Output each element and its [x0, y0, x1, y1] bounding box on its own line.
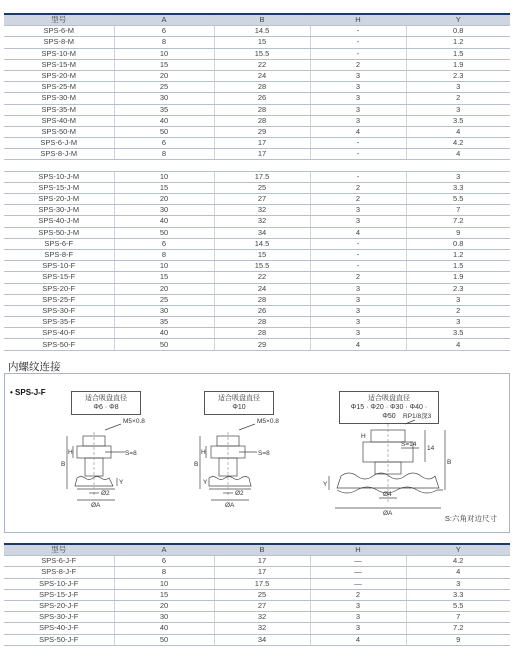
table-row	[4, 567, 510, 578]
table-cell: 35	[114, 317, 214, 328]
table-cell: 8	[114, 249, 214, 260]
selector-2-line1: 适合吸盘直径	[218, 395, 260, 402]
d3-s-label: S=14	[401, 441, 417, 448]
column-header: H	[310, 544, 406, 556]
table-cell: 6	[114, 238, 214, 249]
table-cell: 0.8	[406, 26, 510, 37]
table-cell: SPS-50-J-M	[4, 227, 114, 238]
d1-thread-label: M5×0.8	[123, 418, 145, 425]
table-row	[4, 578, 510, 589]
table-cell: SPS-6-J-F	[4, 556, 114, 567]
table-cell: SPS-25-M	[4, 82, 114, 93]
table-cell: 3	[310, 205, 406, 216]
table-cell: 0.8	[406, 238, 510, 249]
table-cell: 22	[214, 59, 310, 70]
table-cell: 4	[406, 126, 510, 137]
table-cell: 20	[114, 70, 214, 81]
table-row	[4, 182, 510, 193]
table-cell: 4	[310, 126, 406, 137]
table-cell: 15	[114, 589, 214, 600]
table-cell: 15	[214, 37, 310, 48]
d1-da-label: ØA	[91, 502, 101, 509]
spec-table-bottom	[4, 543, 510, 646]
table-cell: 8	[114, 37, 214, 48]
table-row	[4, 294, 510, 305]
table-cell: 30	[114, 305, 214, 316]
table-cell: 9	[406, 634, 510, 645]
table-cell: -	[310, 48, 406, 59]
table-cell: 30	[114, 205, 214, 216]
table-cell: 7	[406, 205, 510, 216]
table-cell: 40	[114, 623, 214, 634]
table-cell: 7	[406, 612, 510, 623]
table-cell: 4	[310, 634, 406, 645]
table-cell: 4	[406, 149, 510, 160]
table-cell: 3	[310, 104, 406, 115]
table-cell: 32	[214, 216, 310, 227]
d1-h-label: H	[68, 449, 73, 456]
table-row	[4, 194, 510, 205]
table-cell: SPS-8-F	[4, 249, 114, 260]
table-cell: 2.3	[406, 70, 510, 81]
table-cell: 20	[114, 283, 214, 294]
drawing-sps-6-8	[61, 418, 145, 509]
table-cell: 7.2	[406, 216, 510, 227]
table-cell: SPS-20-M	[4, 70, 114, 81]
table-cell: 24	[214, 283, 310, 294]
table-cell: 1.9	[406, 272, 510, 283]
table-cell: 4.2	[406, 138, 510, 149]
group-separator	[4, 160, 510, 171]
table-cell: 27	[214, 600, 310, 611]
top-spec-table	[0, 13, 510, 351]
table-row	[4, 93, 510, 104]
table-cell: 32	[214, 623, 310, 634]
drawing-sps-15-50	[323, 412, 451, 517]
table-cell: 25	[214, 182, 310, 193]
column-header: A	[114, 544, 214, 556]
d2-h-label: H	[201, 449, 206, 456]
technical-drawings	[5, 374, 509, 532]
table-cell: 4.2	[406, 556, 510, 567]
section-title: 内螺纹连接	[8, 361, 61, 373]
table-cell: 3	[310, 115, 406, 126]
table-header-row	[4, 14, 510, 26]
table-row	[4, 249, 510, 260]
table-cell: 1.5	[406, 48, 510, 59]
table-cell: 34	[214, 634, 310, 645]
table-cell: —	[310, 578, 406, 589]
table-cell: 2	[310, 59, 406, 70]
table-cell: 27	[214, 194, 310, 205]
table-cell: -	[310, 238, 406, 249]
table-cell: SPS-6-M	[4, 26, 114, 37]
table-cell: 10	[114, 261, 214, 272]
column-header: 型号	[4, 544, 114, 556]
table-cell: 24	[214, 70, 310, 81]
table-cell: 1.9	[406, 59, 510, 70]
table-cell: SPS-6-F	[4, 238, 114, 249]
table-cell: 32	[214, 612, 310, 623]
table-cell: 50	[114, 339, 214, 350]
table-row	[4, 82, 510, 93]
table-cell: -	[310, 26, 406, 37]
table-cell: 28	[214, 328, 310, 339]
table-cell: 15.5	[214, 48, 310, 59]
table-cell: 30	[114, 93, 214, 104]
table-cell: 2	[310, 272, 406, 283]
table-cell: 5.5	[406, 194, 510, 205]
table-cell: SPS-30-J-F	[4, 612, 114, 623]
table-cell: -	[310, 249, 406, 260]
table-cell: SPS-35-M	[4, 104, 114, 115]
table-cell: SPS-20-J-M	[4, 194, 114, 205]
table-cell: 28	[214, 115, 310, 126]
table-cell: 32	[214, 205, 310, 216]
table-cell: 50	[114, 634, 214, 645]
table-cell: 7.2	[406, 623, 510, 634]
table-cell: 25	[114, 82, 214, 93]
table-row	[4, 227, 510, 238]
table-cell: 15	[114, 59, 214, 70]
table-cell: 28	[214, 317, 310, 328]
table-cell: SPS-40-J-F	[4, 623, 114, 634]
spec-table-top	[4, 13, 510, 351]
table-cell: 2	[310, 182, 406, 193]
table-cell: SPS-40-F	[4, 328, 114, 339]
table-cell: 2	[310, 589, 406, 600]
table-cell: 28	[214, 294, 310, 305]
table-cell: 3	[310, 600, 406, 611]
table-cell: SPS-20-J-F	[4, 600, 114, 611]
table-cell: 3	[310, 623, 406, 634]
table-cell: SPS-50-M	[4, 126, 114, 137]
table-cell: 10	[114, 48, 214, 59]
table-cell: 14.5	[214, 238, 310, 249]
table-row	[4, 171, 510, 182]
table-cell: 30	[114, 612, 214, 623]
table-cell: SPS-15-J-F	[4, 589, 114, 600]
table-row	[4, 37, 510, 48]
table-header-row	[4, 544, 510, 556]
table-cell: SPS-40-J-M	[4, 216, 114, 227]
table-cell: 3	[310, 82, 406, 93]
table-cell: 15	[214, 249, 310, 260]
table-cell: —	[310, 567, 406, 578]
table-cell: 9	[406, 227, 510, 238]
table-cell: SPS-50-J-F	[4, 634, 114, 645]
column-header: Y	[406, 544, 510, 556]
table-cell: 15	[114, 272, 214, 283]
table-cell: SPS-8-J-F	[4, 567, 114, 578]
d2-thread-label: M5×0.8	[257, 418, 279, 425]
d3-d2-label: Ø4	[383, 491, 392, 498]
d3-thread-label: RP1/8深3	[403, 413, 432, 420]
table-cell: 40	[114, 216, 214, 227]
selector-1-line1: 适合吸盘直径	[85, 395, 127, 402]
d3-b-label: B	[447, 459, 452, 466]
table-cell: 3	[310, 328, 406, 339]
d2-b-label: B	[194, 461, 199, 468]
table-cell: 40	[114, 328, 214, 339]
table-row	[4, 589, 510, 600]
d3-da-label: ØA	[383, 510, 393, 517]
table-cell: 3	[310, 70, 406, 81]
table-cell: SPS-15-F	[4, 272, 114, 283]
table-cell: -	[310, 138, 406, 149]
table-cell: 2	[406, 93, 510, 104]
table-cell: -	[310, 261, 406, 272]
column-header: A	[114, 14, 214, 26]
d1-b-label: B	[61, 461, 66, 468]
table-cell: 3.3	[406, 182, 510, 193]
table-cell: 3	[310, 216, 406, 227]
column-header: B	[214, 14, 310, 26]
table-cell: 3	[406, 578, 510, 589]
table-cell: 3	[406, 294, 510, 305]
table-cell: 29	[214, 126, 310, 137]
table-cell: 29	[214, 339, 310, 350]
table-cell: 3	[310, 317, 406, 328]
drawing-sps-10	[194, 418, 279, 509]
table-cell: 2	[310, 194, 406, 205]
table-cell: -	[310, 149, 406, 160]
table-cell: 4	[310, 227, 406, 238]
table-cell: 3	[406, 104, 510, 115]
table-cell: 6	[114, 26, 214, 37]
hex-note: S:六角对边尺寸	[444, 514, 497, 523]
d1-d2-label: Ø2	[101, 490, 110, 497]
table-row	[4, 26, 510, 37]
selector-1-line2: Φ6 · Φ8	[93, 404, 119, 411]
table-cell: 4	[406, 339, 510, 350]
table-cell: 3	[310, 93, 406, 104]
table-cell: 17	[214, 556, 310, 567]
table-cell: 3.3	[406, 589, 510, 600]
table-row	[4, 70, 510, 81]
selector-2-line2: Φ10	[232, 404, 246, 411]
table-cell: SPS-25-F	[4, 294, 114, 305]
table-row	[4, 556, 510, 567]
table-cell: SPS-6-J-M	[4, 138, 114, 149]
table-cell: 2	[406, 305, 510, 316]
d1-s-label: S=8	[125, 450, 137, 457]
d1-y-label: Y	[119, 479, 124, 486]
table-cell: SPS-8-M	[4, 37, 114, 48]
table-row	[4, 623, 510, 634]
d3-y-label: Y	[323, 481, 328, 488]
table-cell: 50	[114, 126, 214, 137]
table-cell: SPS-40-M	[4, 115, 114, 126]
table-cell: 20	[114, 194, 214, 205]
table-row	[4, 216, 510, 227]
table-cell: 3	[310, 305, 406, 316]
table-row	[4, 149, 510, 160]
table-cell: SPS-30-M	[4, 93, 114, 104]
table-row	[4, 115, 510, 126]
table-cell: SPS-35-F	[4, 317, 114, 328]
column-header: B	[214, 544, 310, 556]
table-row	[4, 634, 510, 645]
table-row	[4, 138, 510, 149]
table-cell: 10	[114, 171, 214, 182]
table-row	[4, 272, 510, 283]
table-cell: 4	[406, 567, 510, 578]
d2-y-label: Y	[203, 479, 208, 486]
table-row	[4, 48, 510, 59]
table-cell: —	[310, 556, 406, 567]
table-row	[4, 238, 510, 249]
table-cell: SPS-10-J-F	[4, 578, 114, 589]
table-cell: 25	[114, 294, 214, 305]
table-cell: 15	[114, 182, 214, 193]
table-cell: 3.5	[406, 115, 510, 126]
table-cell: 22	[214, 272, 310, 283]
column-header: H	[310, 14, 406, 26]
table-row	[4, 126, 510, 137]
bottom-spec-table	[0, 543, 510, 646]
table-cell: 17	[214, 138, 310, 149]
table-cell: 3	[310, 294, 406, 305]
table-cell: 17	[214, 567, 310, 578]
diagram-panel	[4, 373, 510, 533]
table-cell: 8	[114, 567, 214, 578]
table-cell: 26	[214, 93, 310, 104]
table-cell: 3	[406, 317, 510, 328]
table-cell: SPS-10-J-M	[4, 171, 114, 182]
table-cell: 3	[310, 283, 406, 294]
table-cell: 6	[114, 138, 214, 149]
table-cell: 25	[214, 589, 310, 600]
table-cell: SPS-15-M	[4, 59, 114, 70]
table-row	[4, 261, 510, 272]
table-cell: 35	[114, 104, 214, 115]
table-cell: 34	[214, 227, 310, 238]
d3-h-label: H	[361, 433, 366, 440]
table-cell: 1.5	[406, 261, 510, 272]
table-cell: 3	[406, 171, 510, 182]
table-cell: 40	[114, 115, 214, 126]
table-row	[4, 104, 510, 115]
table-cell: 14.5	[214, 26, 310, 37]
selector-3-line2: Φ15 · Φ20 · Φ30 · Φ40 · Φ50	[350, 404, 428, 420]
table-cell: 4	[310, 339, 406, 350]
table-row	[4, 59, 510, 70]
table-cell: 5.5	[406, 600, 510, 611]
table-cell: SPS-10-F	[4, 261, 114, 272]
table-row	[4, 600, 510, 611]
table-cell: 10	[114, 578, 214, 589]
table-cell: 2.3	[406, 283, 510, 294]
table-row	[4, 328, 510, 339]
d2-s-label: S=8	[258, 450, 270, 457]
table-cell: 3.5	[406, 328, 510, 339]
d3-fourteen-label: 14	[427, 445, 435, 452]
table-cell: 1.2	[406, 249, 510, 260]
table-cell: 15.5	[214, 261, 310, 272]
table-cell: SPS-30-F	[4, 305, 114, 316]
table-cell: SPS-30-J-M	[4, 205, 114, 216]
table-cell: SPS-10-M	[4, 48, 114, 59]
table-cell: -	[310, 37, 406, 48]
table-cell: SPS-15-J-M	[4, 182, 114, 193]
table-row	[4, 205, 510, 216]
column-header: Y	[406, 14, 510, 26]
table-cell: SPS-50-F	[4, 339, 114, 350]
selector-3-line1: 适合吸盘直径	[368, 395, 410, 402]
table-cell: 28	[214, 82, 310, 93]
table-row	[4, 317, 510, 328]
table-cell: -	[310, 171, 406, 182]
table-cell: 6	[114, 556, 214, 567]
d2-d2-label: Ø2	[235, 490, 244, 497]
table-cell: 28	[214, 104, 310, 115]
table-cell: 50	[114, 227, 214, 238]
table-cell: 20	[114, 600, 214, 611]
series-label: • SPS-J-F	[10, 388, 46, 397]
table-cell: 8	[114, 149, 214, 160]
table-cell: 1.2	[406, 37, 510, 48]
table-cell: 26	[214, 305, 310, 316]
d2-da-label: ØA	[225, 502, 235, 509]
table-cell: 17.5	[214, 578, 310, 589]
table-cell: 3	[310, 612, 406, 623]
table-cell: 17.5	[214, 171, 310, 182]
table-row	[4, 612, 510, 623]
table-row	[4, 305, 510, 316]
table-cell: 17	[214, 149, 310, 160]
table-cell: SPS-8-J-M	[4, 149, 114, 160]
table-row	[4, 283, 510, 294]
table-cell: 3	[406, 82, 510, 93]
column-header: 型号	[4, 14, 114, 26]
table-row	[4, 339, 510, 350]
table-cell: SPS-20-F	[4, 283, 114, 294]
